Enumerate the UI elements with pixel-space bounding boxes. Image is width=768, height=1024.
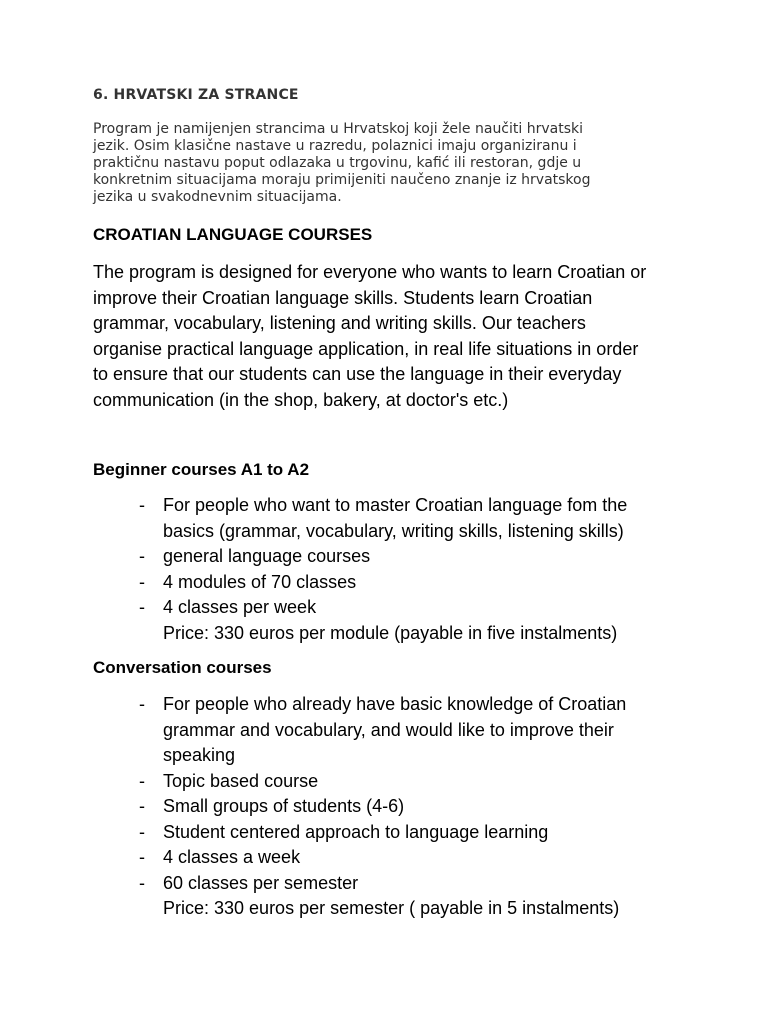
paragraph-line: praktičnu nastavu poput odlazaka u trgovinu, kafić ili restoran, gdje u [93, 155, 582, 171]
paragraph-line: jezika u svakodnevnim situacijama. [93, 189, 342, 205]
list-item-line: 4 classes per week [163, 597, 317, 617]
list-item-line: For people who want to master Croatian language fom the [163, 495, 628, 515]
paragraph-line: improve their Croatian language skills. Students learn Croatian [93, 287, 593, 308]
list-item [93, 871, 693, 897]
list-item [93, 794, 693, 820]
paragraph-line: organise practical language application, in real life situations in order [93, 338, 639, 359]
bullet-dash: - [139, 694, 145, 714]
list-item [93, 493, 693, 544]
bullet-dash: - [139, 796, 145, 816]
english-section-heading: CROATIAN LANGUAGE COURSES [93, 225, 373, 244]
paragraph-line: to ensure that our students can use the language in their everyday [93, 364, 622, 384]
list-item-line: Student centered approach to language learning [163, 821, 549, 842]
list-item [93, 692, 693, 769]
bullet-dash: - [139, 546, 145, 566]
list-item [93, 845, 693, 871]
english-section-paragraph [93, 260, 693, 413]
list-item-line: Small groups of students (4-6) [163, 796, 405, 816]
list-item-line: 60 classes per semester [163, 872, 359, 893]
bullet-dash: - [139, 821, 145, 842]
paragraph-line: konkretnim situacijama moraju primijeniti naučeno znanje iz hrvatskog [93, 172, 591, 188]
paragraph-line: The program is designed for everyone who wants to learn Croatian or [93, 262, 647, 282]
beginner-courses-heading: Beginner courses A1 to A2 [93, 460, 310, 479]
bullet-dash: - [139, 597, 145, 617]
paragraph-line: Program je namijenjen strancima u Hrvatskoj koji žele naučiti hrvatski [93, 121, 583, 137]
list-item-line: 4 modules of 70 classes [163, 571, 357, 592]
beginner-courses-list [93, 493, 693, 646]
list-item [93, 595, 693, 621]
conversation-courses-heading: Conversation courses [93, 658, 272, 677]
bullet-dash: - [139, 847, 145, 867]
paragraph-line: communication (in the shop, bakery, at doctor's etc.) [93, 389, 509, 410]
list-item-line: grammar and vocabulary, and would like to improve their [163, 719, 614, 740]
list-item-line: 4 classes a week [163, 847, 301, 867]
conversation-price: Price: 330 euros per semester ( payable in 5 instalments) [163, 898, 620, 918]
croatian-section-title: 6. HRVATSKI ZA STRANCE [93, 87, 299, 103]
beginner-price: Price: 330 euros per module (payable in five instalments) [163, 622, 618, 643]
list-item [93, 820, 693, 846]
bullet-dash: - [139, 872, 145, 893]
list-item-line: Topic based course [163, 770, 319, 791]
list-item-line: general language courses [163, 546, 371, 566]
list-item-line: For people who already have basic knowledge of Croatian [163, 694, 627, 714]
bullet-dash: - [139, 495, 145, 515]
list-item [93, 769, 693, 795]
list-item-line: basics (grammar, vocabulary, writing skills, listening skills) [163, 520, 624, 541]
list-item [93, 570, 693, 596]
paragraph-line: grammar, vocabulary, listening and writing skills. Our teachers [93, 313, 586, 333]
list-item [93, 544, 693, 570]
list-item-line: speaking [163, 745, 236, 765]
bullet-dash: - [139, 571, 145, 592]
paragraph-line: jezik. Osim klasične nastave u razredu, polaznici imaju organiziranu i [93, 138, 577, 154]
bullet-dash: - [139, 770, 145, 791]
conversation-courses-list [93, 692, 693, 922]
croatian-section-paragraph [93, 121, 663, 206]
